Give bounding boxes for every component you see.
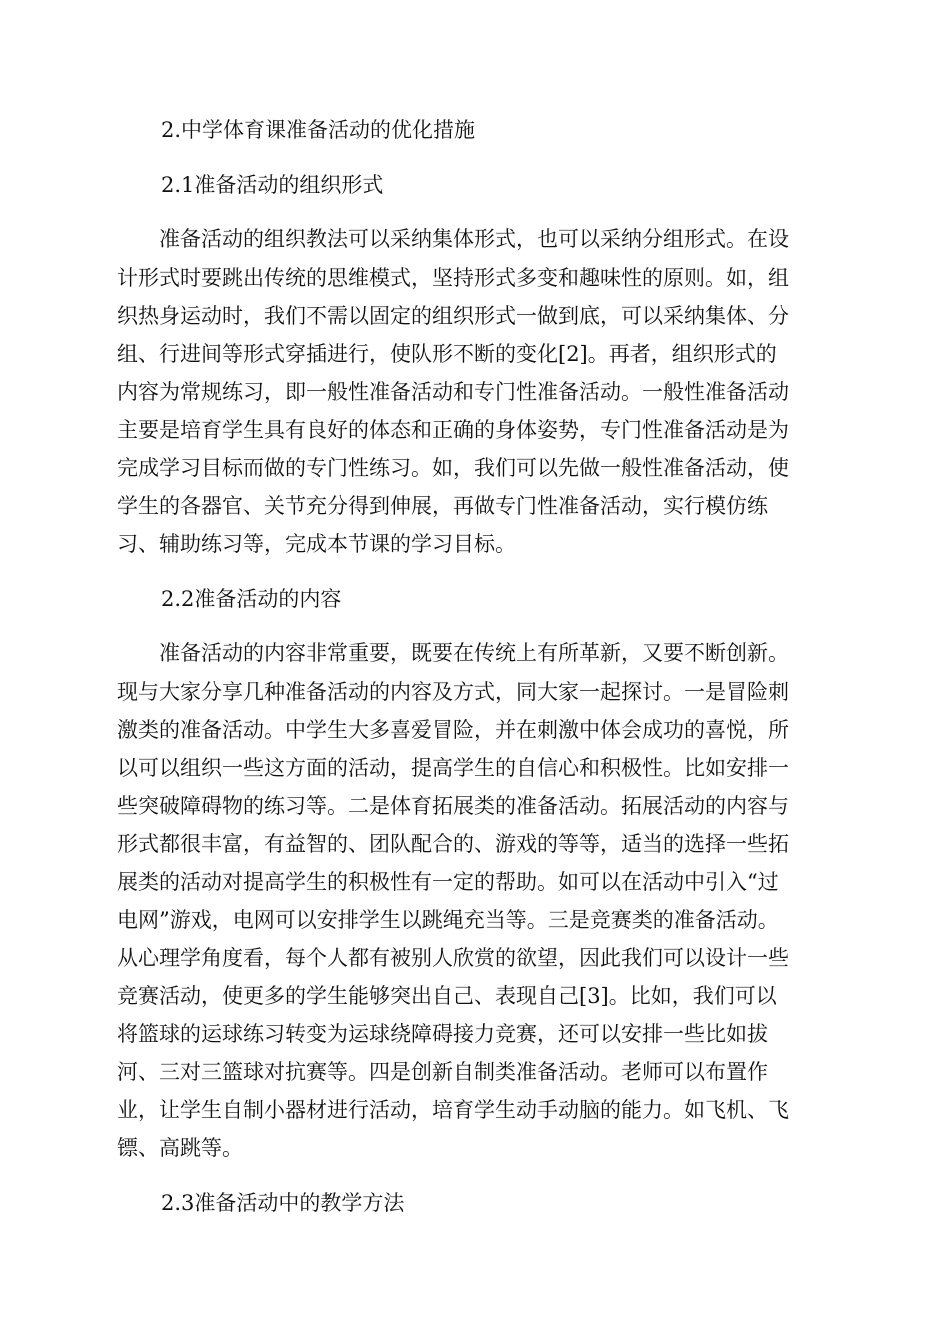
paragraph-line: 电网”游戏，电网可以安排学生以跳绳充当等。三是竞赛类的准备活动。: [117, 908, 779, 932]
paragraph-line: 河、三对三篮球对抗赛等。四是创新自制类准备活动。老师可以布置作: [117, 1060, 768, 1084]
paragraph-line: 从心理学角度看，每个人都有被别人欣赏的欲望，因此我们可以设计一些: [117, 946, 789, 970]
paragraph-line: 竞赛活动，使更多的学生能够突出自己、表现自己[3]。比如，我们可以: [117, 984, 777, 1008]
paragraph-line: 织热身运动时，我们不需以固定的组织形式一做到底，可以采纳集体、分: [117, 304, 789, 328]
paragraph-line: 激类的准备活动。中学生大多喜爱冒险，并在刺激中体会成功的喜悦，所: [117, 718, 789, 742]
paragraph-line: 准备活动的组织教法可以采纳集体形式，也可以采纳分组形式。在设: [117, 227, 789, 251]
section-heading-2-2: 2.2准备活动的内容: [161, 587, 342, 611]
paragraph-line: 些突破障碍物的练习等。二是体育拓展类的准备活动。拓展活动的内容与: [117, 794, 789, 818]
paragraph-line: 组、行进间等形式穿插进行，使队形不断的变化[2]。再者，组织形式的: [117, 342, 777, 366]
paragraph-line: 镖、高跳等。: [117, 1136, 243, 1160]
paragraph-line: 内容为常规练习，即一般性准备活动和专门性准备活动。一般性准备活动: [117, 380, 789, 404]
section-heading-2-1: 2.1准备活动的组织形式: [161, 173, 384, 197]
paragraph-line: 学生的各器官、关节充分得到伸展，再做专门性准备活动，实行模仿练: [117, 494, 768, 518]
paragraph-line: 以可以组织一些这方面的活动，提高学生的自信心和积极性。比如安排一: [117, 756, 789, 780]
paragraph-line: 主要是培育学生具有良好的体态和正确的身体姿势，专门性准备活动是为: [117, 418, 789, 442]
paragraph-line: 准备活动的内容非常重要，既要在传统上有所革新，又要不断创新。: [117, 641, 789, 665]
section-heading-2: 2.中学体育课准备活动的优化措施: [161, 118, 476, 142]
paragraph-line: 业，让学生自制小器材进行活动，培育学生动手动脑的能力。如飞机、飞: [117, 1098, 789, 1122]
paragraph-line: 现与大家分享几种准备活动的内容及方式，同大家一起探讨。一是冒险刺: [117, 680, 789, 704]
paragraph-line: 将篮球的运球练习转变为运球绕障碍接力竞赛，还可以安排一些比如拔: [117, 1022, 768, 1046]
section-heading-2-3: 2.3准备活动中的教学方法: [161, 1191, 405, 1215]
paragraph-line: 展类的活动对提高学生的积极性有一定的帮助。如可以在活动中引入“过: [117, 870, 779, 894]
paragraph-line: 习、辅助练习等，完成本节课的学习目标。: [117, 532, 516, 556]
paragraph-line: 计形式时要跳出传统的思维模式，坚持形式多变和趣味性的原则。如，组: [117, 266, 789, 290]
paragraph-line: 完成学习目标而做的专门性练习。如，我们可以先做一般性准备活动，使: [117, 456, 789, 480]
paragraph-line: 形式都很丰富，有益智的、团队配合的、游戏的等等，适当的选择一些拓: [117, 832, 789, 856]
